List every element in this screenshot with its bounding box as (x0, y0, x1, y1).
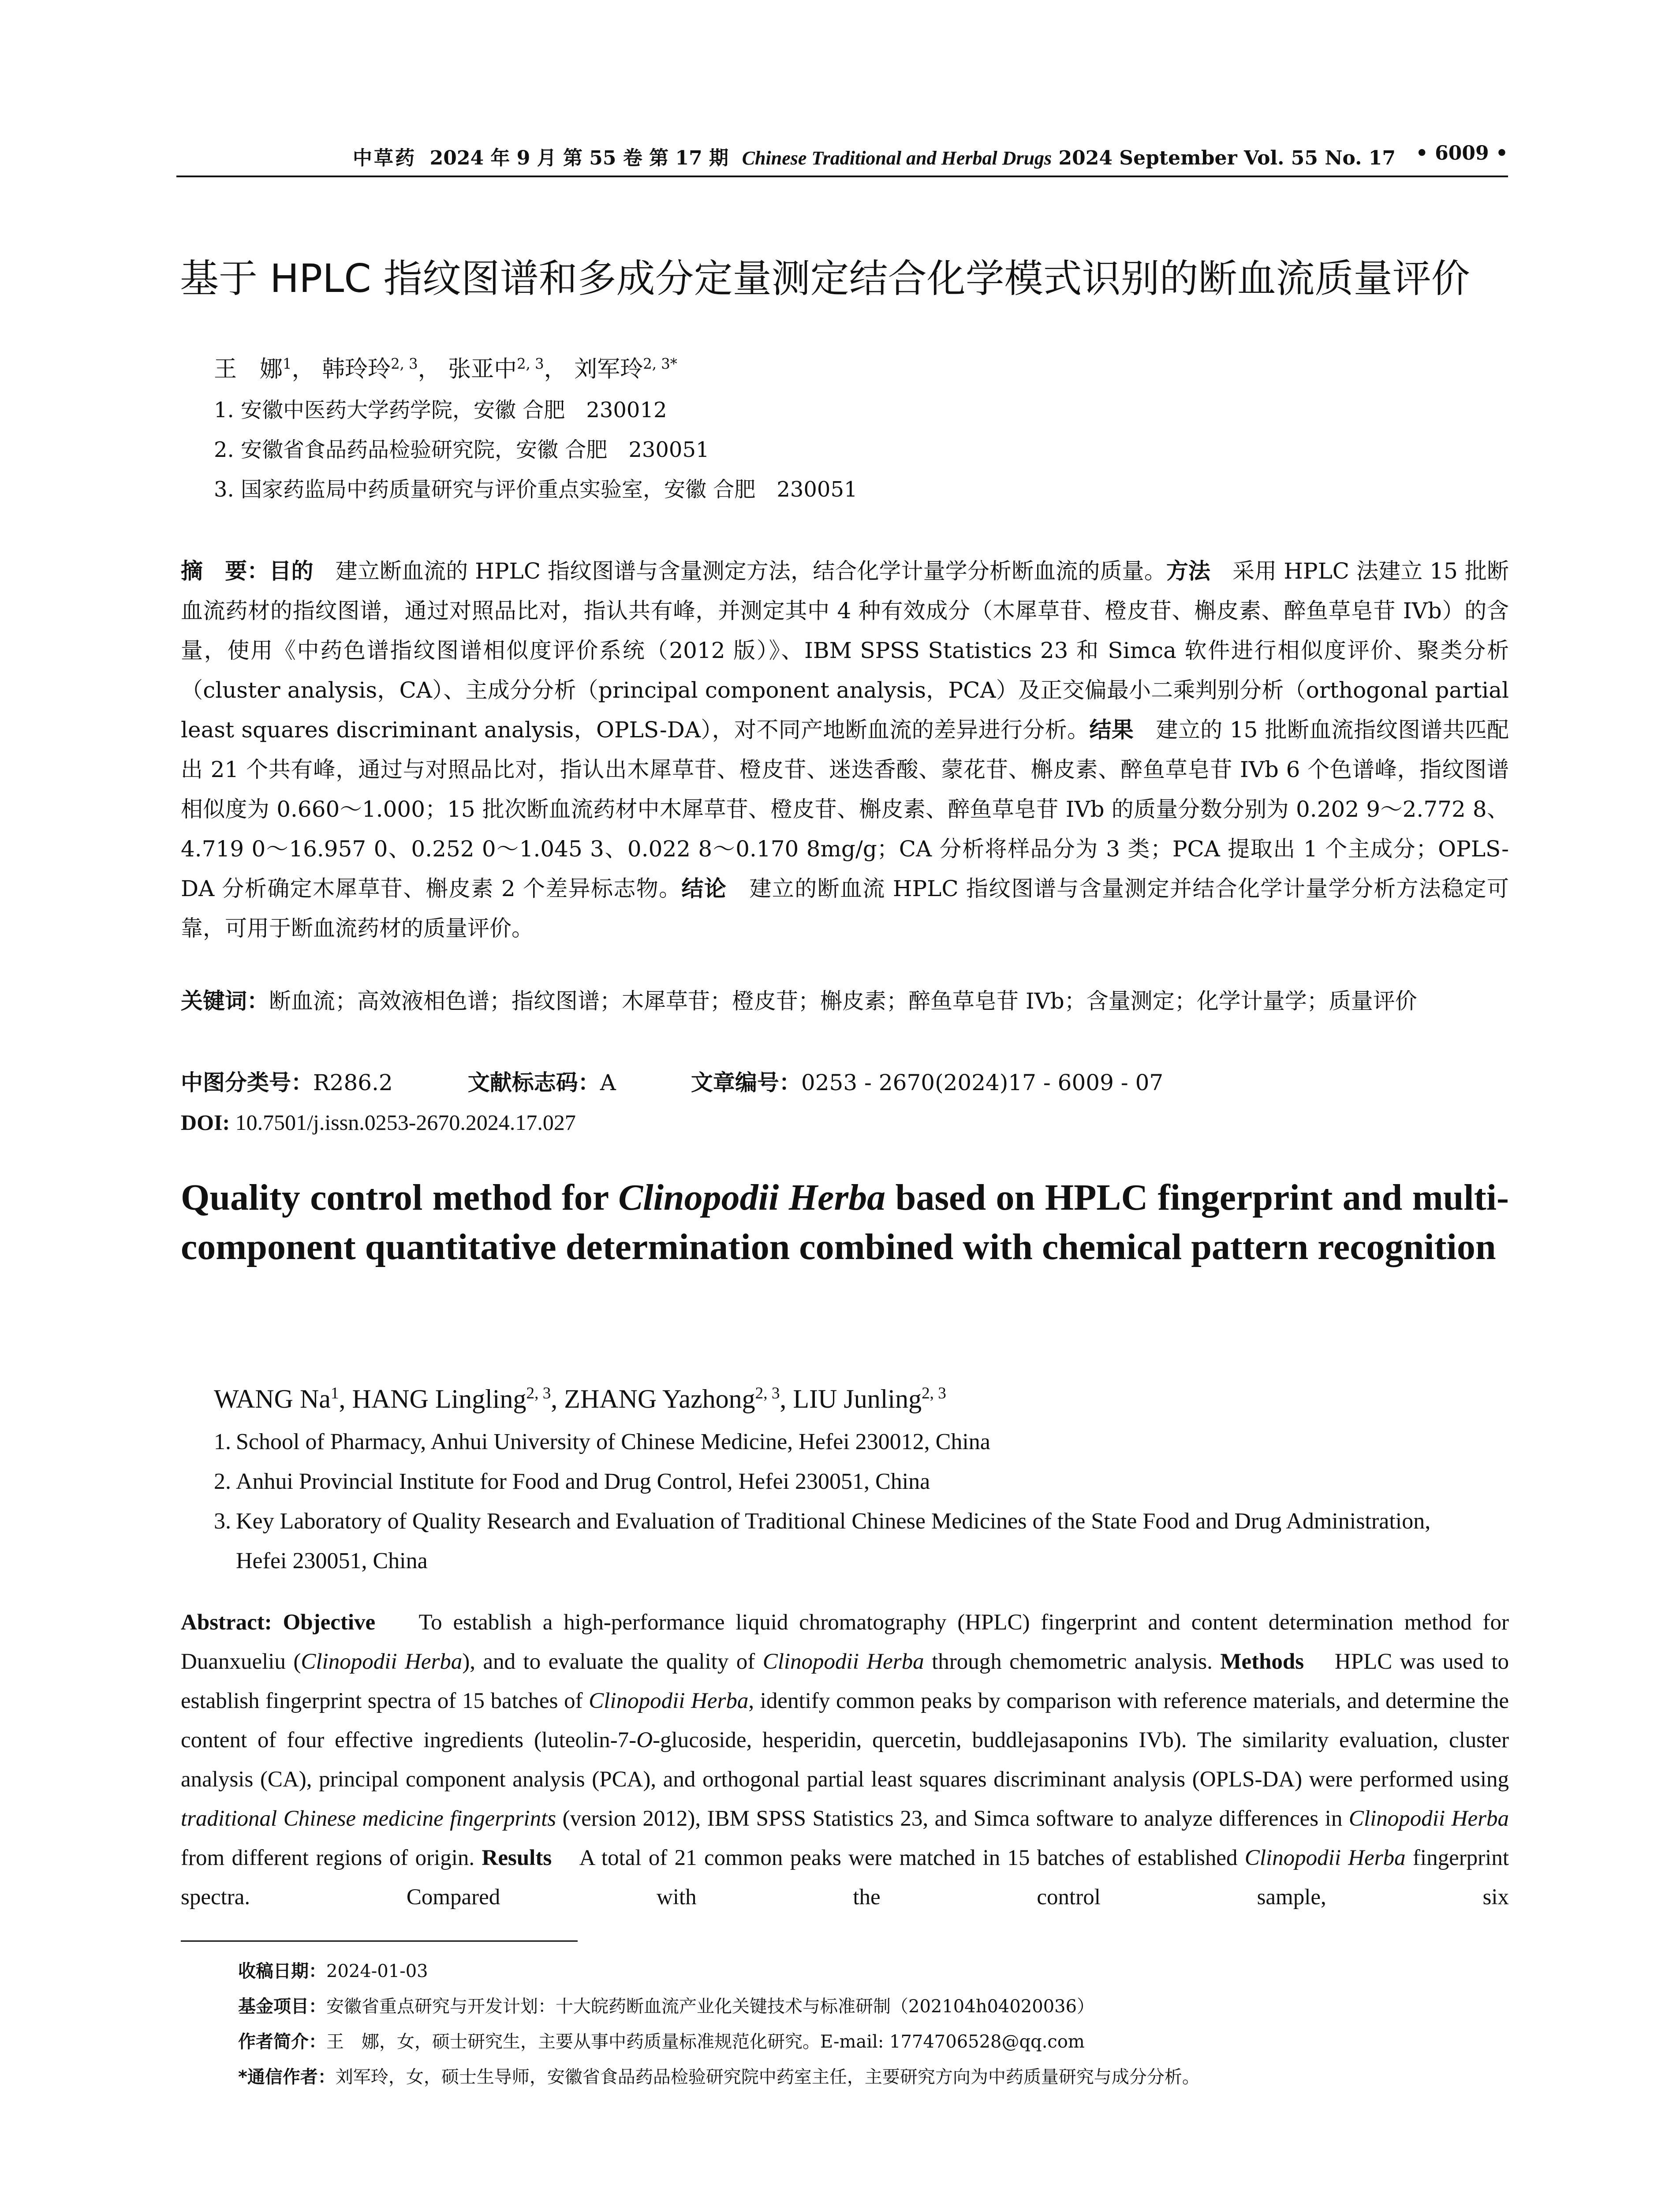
abstract-en (181, 1603, 1509, 1917)
objective-text: 建立断血流的 HPLC 指纹图谱与含量测定方法，结合化学计量学分析断血流的质量。 (335, 558, 1166, 584)
author-name: 王 娜 (214, 356, 283, 383)
abstract-text: ), and to evaluate the quality of (462, 1649, 763, 1674)
author-affil-mark: 2, 3 (526, 1384, 551, 1402)
abstract-text: fingerprint spectra. Compared with the control sample, six (181, 1846, 1509, 1910)
abstract-text: HPLC was used to establish fingerprint spectra of 15 batches of (181, 1649, 1509, 1713)
conclusion-text: 建立的断血流 HPLC 指纹图谱与含量测定并结合化学计量学分析方法稳定可靠，可用于断血流药材的质量评价。 (181, 876, 1509, 941)
footnote-rule (181, 1940, 578, 1942)
abstract-cn (181, 551, 1509, 948)
author-name: LIU Junling (793, 1384, 922, 1413)
title-en (181, 1173, 1509, 1272)
abstract-label: 摘 要： (181, 558, 269, 584)
page-number: • 6009 • (1415, 142, 1508, 164)
abstract-text: -glucoside, hesperidin, quercetin, buddlejasaponins IVb). The similarity evaluation, cluster analysis (CA), principal component analysis (PCA), and orthogonal partial least squares discriminant analysis (OPLS-DA) were performed using (181, 1728, 1509, 1792)
abstract-results-label: Results (482, 1846, 552, 1870)
authors-cn: 王 娜$^1$， 韩玲玲$^{2, 3}$， 张亚中$^{2, 3}$， 刘军玲$^{2, 3*}$ (214, 355, 677, 383)
issue-info-en: 2024 September Vol. 55 No. 17 (1058, 147, 1396, 169)
author-name: 韩玲玲 (322, 356, 391, 383)
title-en-species: Clinopodii Herba (618, 1177, 886, 1218)
author-affil-mark: 2, 3 (755, 1384, 780, 1402)
abstract-text: A total of 21 common peaks were matched in 15 batches of established (579, 1846, 1245, 1870)
species-name: Clinopodii Herba (1244, 1846, 1406, 1870)
abstract-objective-label: Abstract: Objective (181, 1610, 376, 1635)
affiliation-en-2 (214, 1462, 1510, 1502)
author-name: HANG Lingling (352, 1384, 526, 1413)
results-label: 结果 (1089, 717, 1134, 743)
author-name: WANG Na (214, 1384, 331, 1413)
abstract-text: through chemometric analysis. (924, 1649, 1213, 1674)
methods-text: 采用 HPLC 法建立 15 批断血流药材的指纹图谱，通过对照品比对，指认共有峰，并测定其中 4 种有效成分（木犀草苷、橙皮苷、槲皮素、醉鱼草皂苷 IVb）的含量，使用《中药色谱指纹图谱相似度评价系统（2012 版）》、IBM SPSS Statistics 23 和 Simca 软件进行相似度评价、聚类分析（cluster analysis，CA）、主成分分析（principal component analysis，PCA）及正交偏最小二乘判别分析（orthogonal partial least squares discriminant analysis，OPLS-DA），对不同产地断血流的差异进行分析。 (181, 558, 1509, 743)
header-rule (176, 176, 1508, 177)
doi-link[interactable]: 10.7501/j.issn.0253-2670.2024.17.027 (235, 1110, 576, 1135)
species-name: Clinopodii Herba (301, 1649, 463, 1674)
species-name: Clinopodii Herba (762, 1649, 924, 1674)
footnote-label: 基金项目： (238, 1996, 326, 2017)
journal-name-en: Chinese Traditional and Herbal Drugs (742, 147, 1052, 169)
affiliation-cn-3: 3. 国家药监局中药质量研究与评价重点实验室，安徽 合肥 230051 (214, 477, 858, 502)
abstract-text: from different regions of origin. (181, 1846, 475, 1870)
footnote-text: 安徽省重点研究与开发计划：十大皖药断血流产业化关键技术与标准研制（202104h04020036） (326, 1996, 1095, 2017)
journal-masthead-cn: 中草药 (353, 147, 416, 169)
affiliation-number: 3. (214, 1509, 231, 1534)
affiliation-text: Key Laboratory of Quality Research and Evaluation of Traditional Chinese Medicines of the State Food and Drug Administration, (236, 1509, 1431, 1534)
running-header (176, 142, 1508, 173)
affiliation-cn-1: 1. 安徽中医药大学药学院，安徽 合肥 230012 (214, 398, 667, 422)
footnote-author-bio (238, 2029, 1085, 2055)
abstract-methods-label: Methods (1220, 1649, 1304, 1674)
article-no-label: 文章编号： (691, 1070, 801, 1095)
author-affil-mark: 2, 3 (391, 355, 418, 372)
objective-label: 目的 (269, 558, 314, 584)
methods-label: 方法 (1166, 558, 1211, 584)
footnote-text: 2024-01-03 (326, 1961, 428, 1981)
title-en-part: Quality control method for (181, 1177, 619, 1218)
issue-info-cn: 2024 年 9 月 第 55 卷 第 17 期 (429, 147, 729, 169)
affiliation-number: 2. (214, 1469, 231, 1494)
title-cn: 基于 HPLC 指纹图谱和多成分定量测定结合化学模式识别的断血流质量评价 (180, 256, 1470, 301)
article-no-value: 0253 - 2670(2024)17 - 6009 - 07 (801, 1070, 1164, 1095)
affiliation-text: Anhui Provincial Institute for Food and Drug Control, Hefei 230051, China (236, 1469, 930, 1494)
authors-en: WANG Na$^1$, HANG Lingling$^{2, 3}$, ZHANG Yazhong$^{2, 3}$, LIU Junling$^{2, 3}$ (214, 1384, 946, 1413)
keywords-cn (181, 983, 1509, 1019)
author-affil-mark: 2, 3* (643, 355, 677, 372)
doi-line (181, 1107, 576, 1138)
classification-line (181, 1067, 1163, 1098)
keywords-text: 断血流；高效液相色谱；指纹图谱；木犀草苷；橙皮苷；槲皮素；醉鱼草皂苷 IVb；含量测定；化学计量学；质量评价 (269, 988, 1417, 1014)
species-name: Clinopodii Herba (1348, 1806, 1509, 1831)
author-affil-mark: 1 (330, 1384, 339, 1402)
doi-label: DOI: (181, 1110, 230, 1135)
conclusion-label: 结论 (681, 876, 727, 901)
footnote-funding (238, 1993, 1094, 2020)
software-name: traditional Chinese medicine fingerprints (181, 1806, 556, 1831)
keywords-label: 关键词： (181, 988, 269, 1014)
author-name: 刘军玲 (574, 356, 643, 383)
footnote-label: *通信作者： (238, 2067, 336, 2087)
affiliation-number: 1. (214, 1429, 231, 1454)
affiliation-continuation: Hefei 230051, China (236, 1548, 428, 1573)
doc-code-value: A (600, 1070, 616, 1095)
species-name: Clinopodii Herba (589, 1689, 749, 1713)
author-affil-mark: 2, 3 (517, 355, 544, 372)
footnote-received (238, 1958, 428, 1984)
abstract-text: , identify common peaks by comparison with reference materials, and determine the content of four effective ingredients (luteolin-7- (181, 1689, 1509, 1753)
footnote-label: 作者简介： (238, 2032, 326, 2052)
clc-value: R286.2 (313, 1070, 393, 1095)
italic-o: O (636, 1728, 653, 1753)
footnote-text: 刘军玲，女，硕士生导师，安徽省食品药品检验研究院中药室主任，主要研究方向为中药质量研究与成分分析。 (335, 2067, 1200, 2087)
clc-label: 中图分类号： (181, 1070, 313, 1095)
affiliation-en-3 (214, 1502, 1510, 1581)
affiliation-text: School of Pharmacy, Anhui University of Chinese Medicine, Hefei 230012, China (236, 1429, 990, 1454)
author-affil-mark: 1 (283, 355, 292, 372)
title-en-part: based on HPLC fingerprint and multi-component quantitative determination combined with chemical pattern recognition (181, 1177, 1509, 1267)
author-name: ZHANG Yazhong (564, 1384, 755, 1413)
abstract-text: To establish a high-performance liquid chromatography (HPLC) fingerprint and content determination method for Duanxueliu ( (181, 1610, 1509, 1674)
affiliation-cn-2: 2. 安徽省食品药品检验研究院，安徽 合肥 230051 (214, 437, 709, 462)
footnote-label: 收稿日期： (238, 1961, 326, 1981)
doc-code-label: 文献标志码： (467, 1070, 600, 1095)
results-text: 建立的 15 批断血流指纹图谱共匹配出 21 个共有峰，通过与对照品比对，指认出木犀草苷、橙皮苷、迷迭香酸、蒙花苷、槲皮素、醉鱼草皂苷 IVb 6 个色谱峰，指纹图谱相似度为 0.660～1.000；15 批次断血流药材中木犀草苷、橙皮苷、槲皮素、醉鱼草皂苷 IVb 的质量分数分别为 0.202 9～2.772 8、4.719 0～16.957 0、0.252 0～1.045 3、0.022 8～0.170 8mg/g；CA 分析将样品分为 3 类；PCA 提取出 1 个主成分；OPLS-DA 分析确定木犀草苷、槲皮素 2 个差异标志物。 (181, 717, 1509, 901)
header-citation (353, 142, 1396, 170)
author-affil-mark: 2, 3 (922, 1384, 946, 1402)
footnote-corresponding (238, 2064, 1200, 2090)
affiliation-en-1 (214, 1422, 1510, 1462)
author-name: 张亚中 (448, 356, 517, 383)
abstract-text: (version 2012), IBM SPSS Statistics 23, and Simca software to analyze differences in (556, 1806, 1349, 1831)
footnote-text: 王 娜，女，硕士研究生，主要从事中药质量标准规范化研究。E-mail: 1774706528@qq.com (326, 2032, 1085, 2052)
